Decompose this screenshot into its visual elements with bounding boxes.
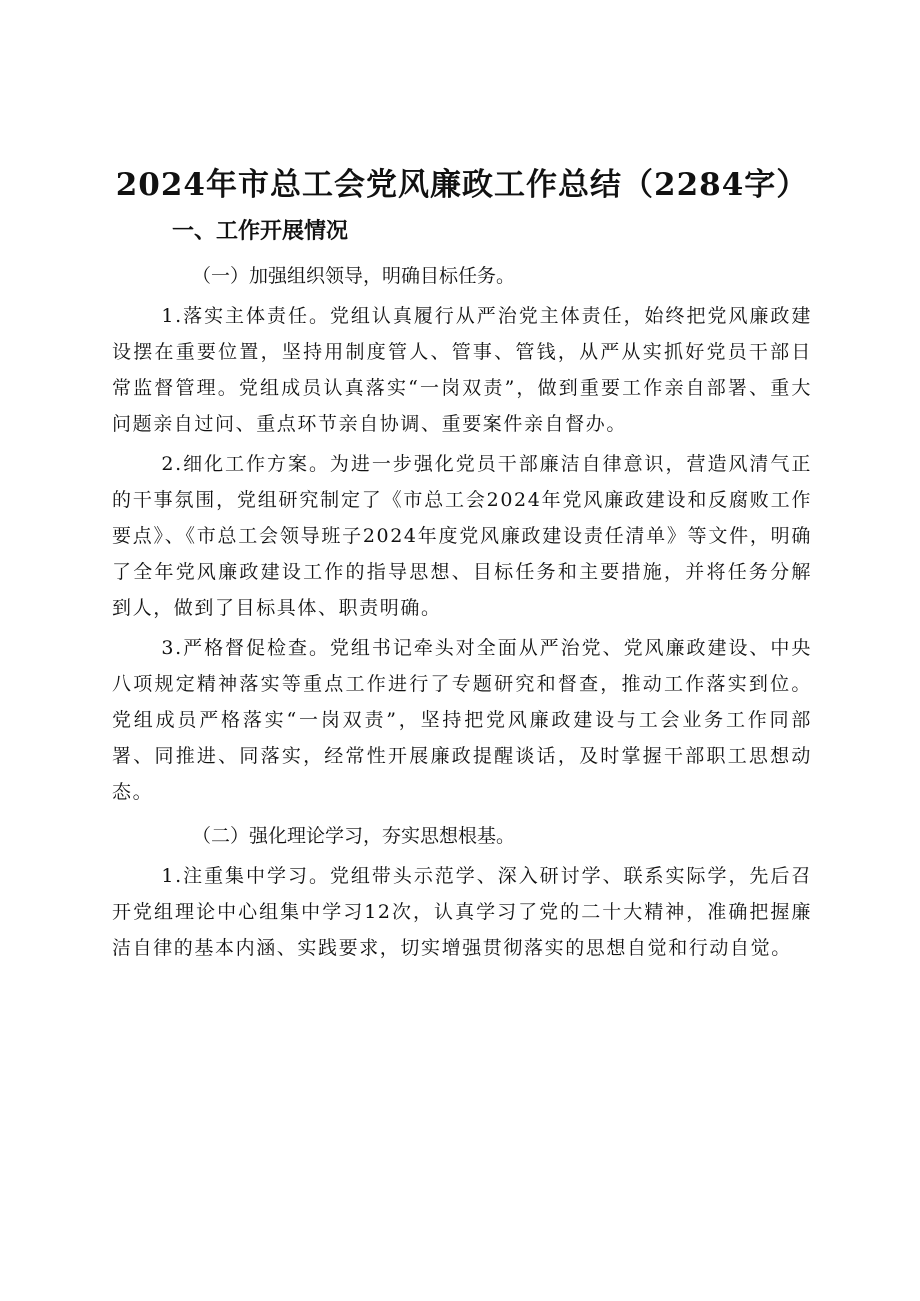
paragraph-1-3: 3.严格督促检查。党组书记牵头对全面从严治党、党风廉政建设、中央八项规定精神落实等重点工作进行了专题研究和督查，推动工作落实到位。党组成员严格落实“一岗双责”，坚持把党风廉政建设与工会业务工作同部署、同推进、同落实，经常性开展廉政提醒谈话，及时掌握干部职工思想动态。 <box>112 637 812 803</box>
subsection-heading-2: （二）强化理论学习，夯实思想根基。 <box>192 825 516 847</box>
subsection-heading-1: （一）加强组织领导，明确目标任务。 <box>192 265 516 287</box>
paragraph-1-1: 1.落实主体责任。党组认真履行从严治党主体责任，始终把党风廉政建设摆在重要位置，坚持用制度管人、管事、管钱，从严从实抓好党员干部日常监督管理。党组成员认真落实“一岗双责”，做到重要工作亲自部署、重大问题亲自过问、重点环节亲自协调、重要案件亲自督办。 <box>112 305 812 435</box>
paragraph-2-1: 1.注重集中学习。党组带头示范学、深入研讨学、联系实际学，先后召开党组理论中心组集中学习12次，认真学习了党的二十大精神，准确把握廉洁自律的基本内涵、实践要求，切实增强贯彻落实的思想自觉和行动自觉。 <box>112 865 812 959</box>
paragraph-1-2: 2.细化工作方案。为进一步强化党员干部廉洁自律意识，营造风清气正的干事氛围，党组研究制定了《市总工会2024年党风廉政建设和反腐败工作要点》、《市总工会领导班子2024年度党风廉政建设责任清单》等文件，明确了全年党风廉政建设工作的指导思想、目标任务和主要措施，并将任务分解到人，做到了目标具体、职责明确。 <box>112 453 812 619</box>
document-title: 2024年市总工会党风廉政工作总结（2284字） <box>115 167 809 203</box>
section-heading: 一、工作开展情况 <box>172 219 349 244</box>
